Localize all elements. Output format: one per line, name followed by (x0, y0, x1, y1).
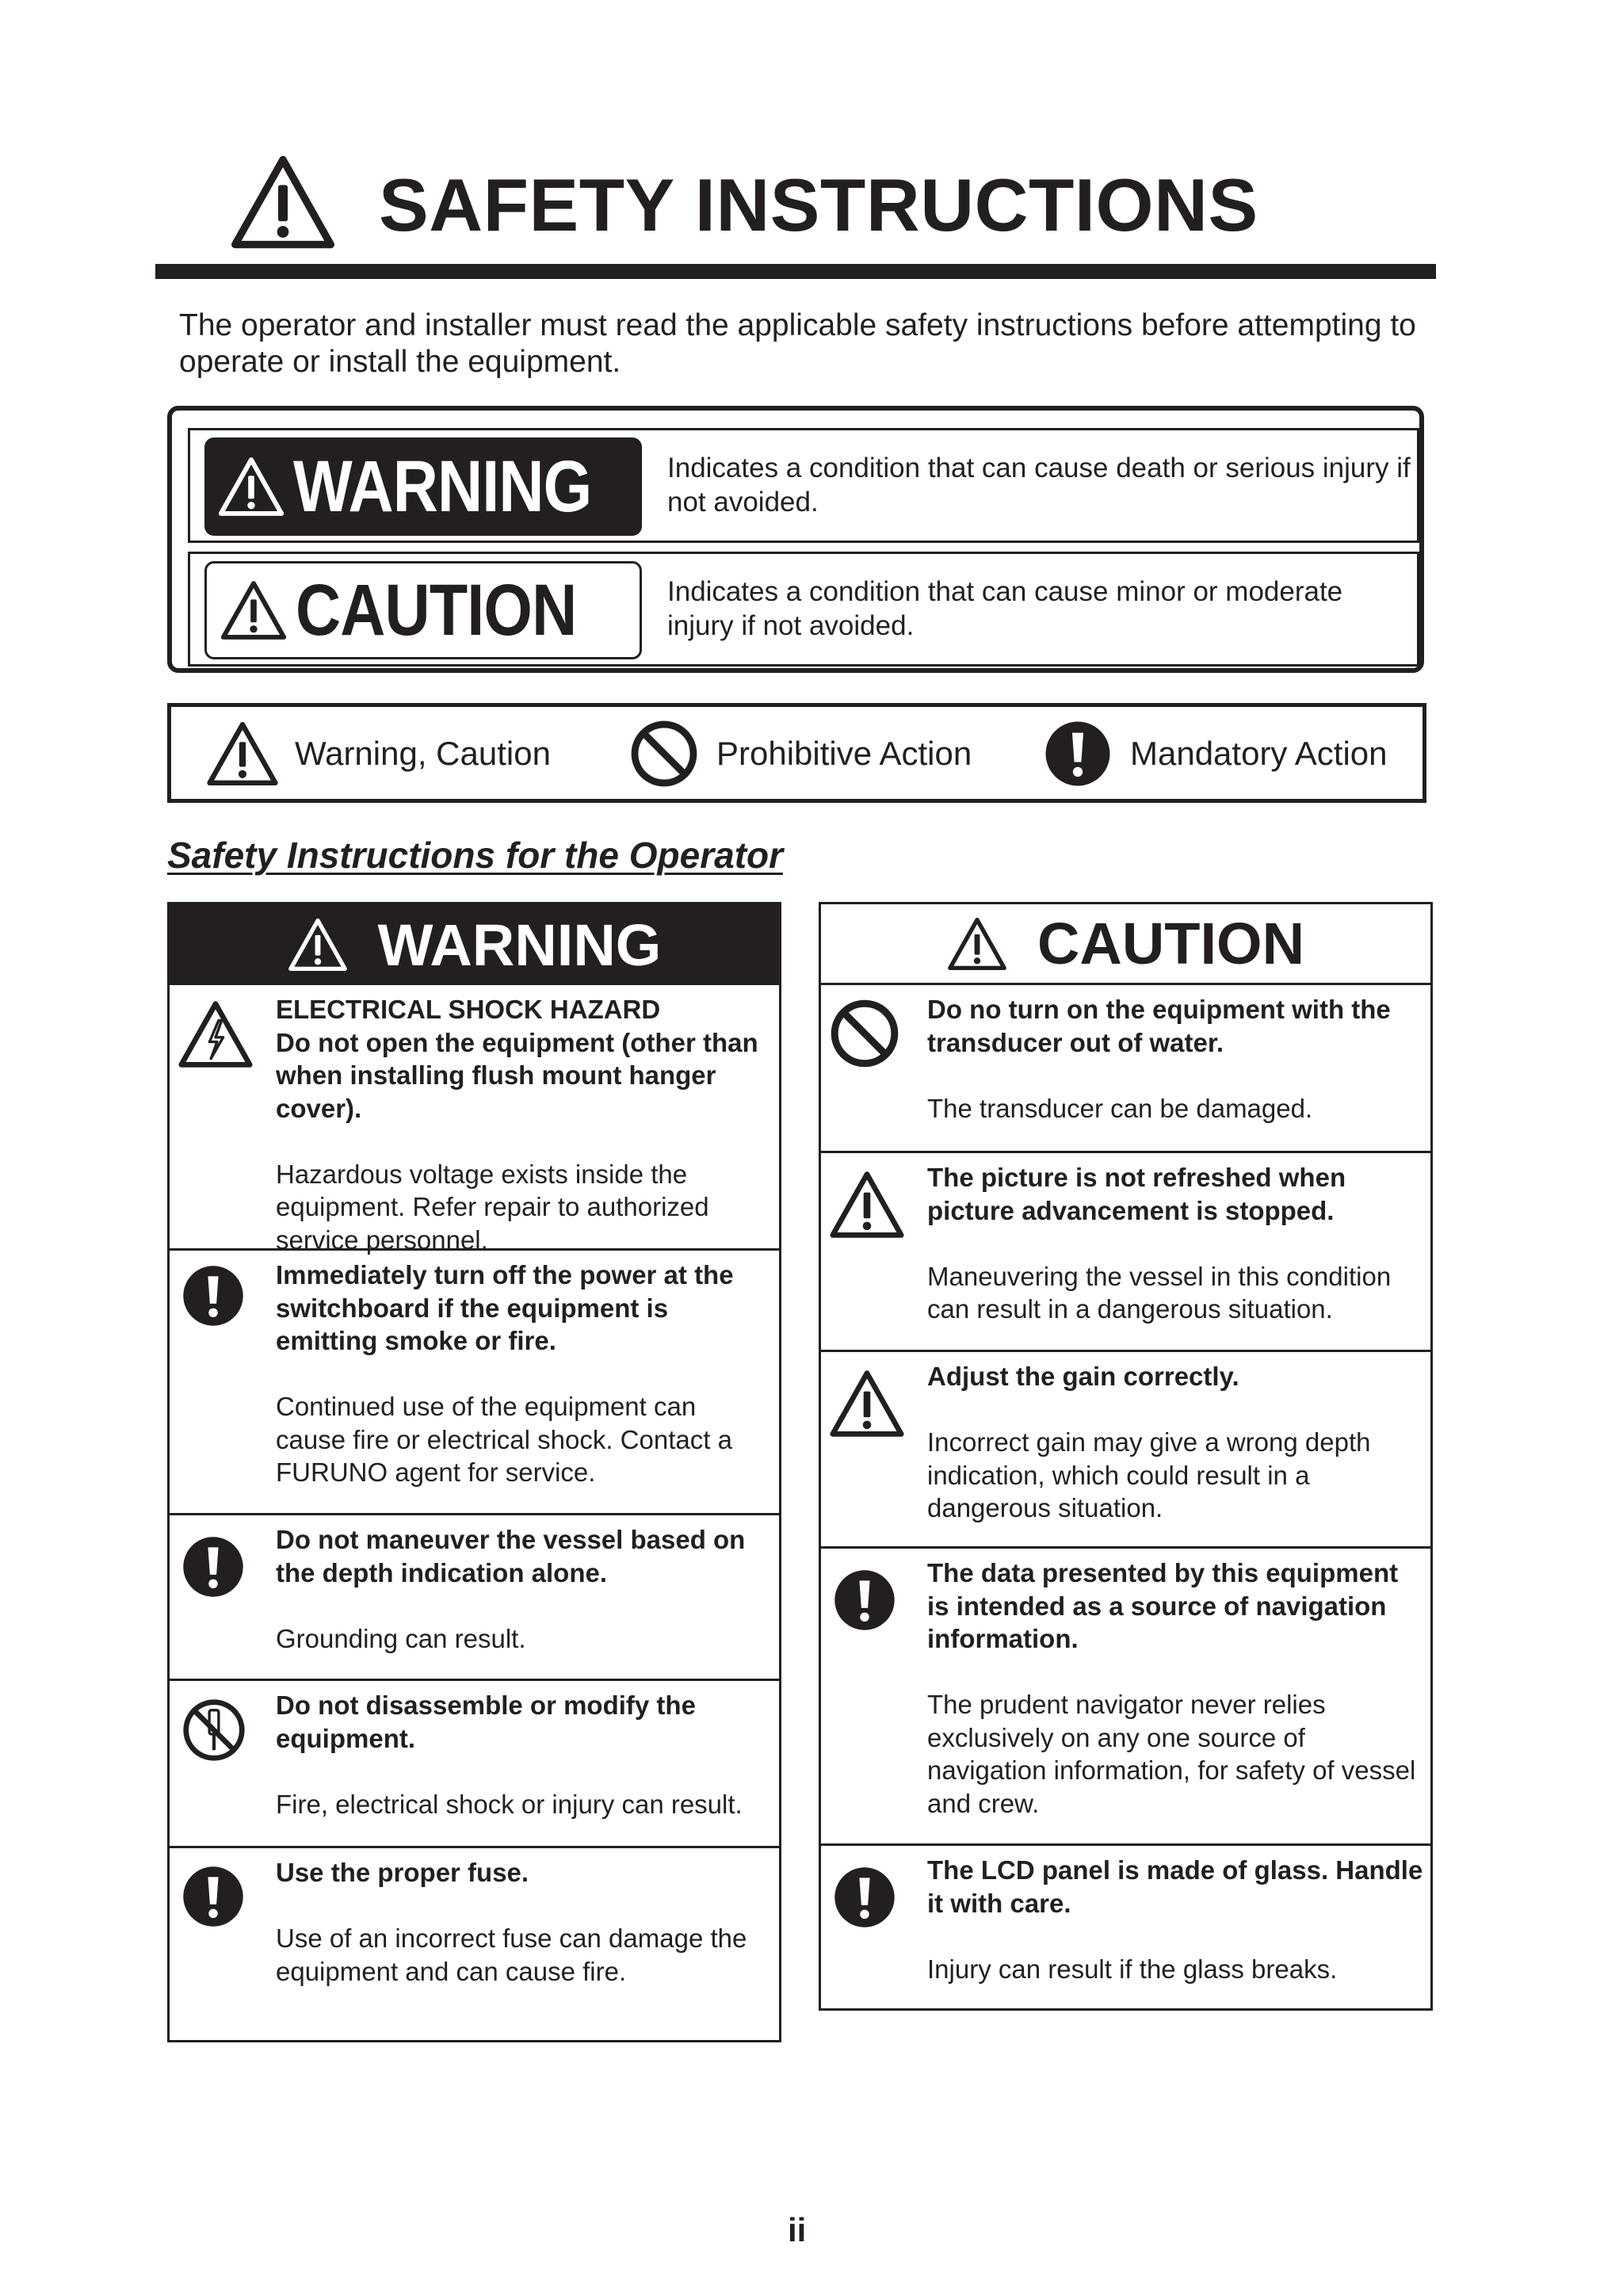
mandatory-action-icon (832, 1568, 897, 1633)
symbol-label: Prohibitive Action (716, 735, 972, 772)
mandatory-action-icon (832, 1865, 897, 1930)
warning-column (167, 902, 781, 2042)
item-heading: Adjust the gain correctly. (927, 1362, 1239, 1391)
caution-item-transducer (821, 985, 1430, 1151)
warning-item-smoke-fire (170, 1248, 779, 1513)
caution-badge-label: CAUTION (296, 569, 577, 651)
item-heading: Immediately turn off the power at the switchboard if the equipment is emitting smoke or fire. (276, 1260, 734, 1355)
item-body: Hazardous voltage exists inside the equipment. Refer repair to authorized service personnel. (276, 1159, 709, 1255)
item-body: Use of an incorrect fuse can damage the equipment and can cause fire. (276, 1924, 747, 1986)
warning-item-depth-indication (170, 1513, 779, 1679)
page-number: ii (788, 2211, 807, 2248)
warning-triangle-icon (217, 456, 285, 518)
warning-triangle-icon (829, 1368, 905, 1439)
warning-item-electrical-shock (170, 985, 779, 1255)
item-heading: The picture is not refreshed when picture advancement is stopped. (927, 1163, 1346, 1225)
symbol-mandatory-action (1041, 718, 1388, 789)
item-body: The prudent navigator never relies exclusively on any one source of navigation information, for safety of vessel and crew. (927, 1690, 1416, 1818)
warning-column-title: WARNING (377, 911, 662, 978)
caution-badge (204, 561, 642, 659)
symbol-prohibitive-action (628, 718, 972, 789)
item-heading: Do no turn on the equipment with the transducer out of water. (927, 995, 1391, 1057)
intro-text: The operator and installer must read the applicable safety instructions before attempting to operate or install the equipment. (179, 308, 1416, 379)
electric-shock-icon (178, 996, 254, 1072)
item-heading: The LCD panel is made of glass. Handle it with care. (927, 1855, 1423, 1918)
prohibition-icon (628, 719, 701, 789)
item-body: Maneuvering the vessel in this condition can result in a dangerous situation. (927, 1261, 1392, 1324)
warning-item-disassemble (170, 1679, 779, 1846)
symbol-label: Mandatory Action (1130, 735, 1388, 772)
caution-item-lcd-glass (821, 1843, 1430, 2008)
caution-column-header (821, 904, 1430, 985)
item-heading: The data presented by this equipment is intended as a source of navigation information. (927, 1558, 1399, 1653)
item-body: Continued use of the equipment can cause fire or electrical shock. Contact a FURUNO agent for service. (276, 1392, 732, 1487)
warning-badge-label: WARNING (293, 445, 592, 527)
mandatory-action-icon (181, 1534, 246, 1599)
item-heading: Do not maneuver the vessel based on the depth indication alone. (276, 1525, 746, 1587)
legend-caution-row (188, 552, 1419, 667)
item-heading: Do not disassemble or modify the equipment. (276, 1690, 696, 1753)
warning-triangle-icon (220, 579, 288, 641)
warning-triangle-icon (829, 1169, 905, 1240)
mandatory-action-icon (1041, 719, 1114, 789)
item-heading: ELECTRICAL SHOCK HAZARD Do not open the equipment (other than when installing flush mount hanger cover). (276, 995, 758, 1123)
caution-item-picture-refresh (821, 1151, 1430, 1350)
warning-description: Indicates a condition that can cause death or serious injury if not avoided. (667, 453, 1411, 518)
caution-item-navigation-data (821, 1546, 1430, 1843)
symbol-key (167, 703, 1426, 803)
warning-triangle-icon (206, 719, 279, 789)
symbol-warning-caution (206, 718, 551, 789)
symbol-label: Warning, Caution (295, 735, 551, 772)
item-body: Fire, electrical shock or injury can result. (276, 1789, 743, 1819)
item-body: Injury can result if the glass breaks. (927, 1954, 1338, 1984)
prohibition-icon (829, 998, 900, 1069)
caution-item-gain (821, 1350, 1430, 1546)
warning-column-header (170, 904, 779, 985)
warning-triangle-icon (230, 153, 336, 251)
caution-column-title: CAUTION (1037, 911, 1305, 976)
caution-column (819, 902, 1433, 2011)
item-body: The transducer can be damaged. (927, 1093, 1313, 1123)
warning-badge (204, 437, 642, 536)
page-title: SAFETY INSTRUCTIONS (379, 163, 1258, 246)
item-body: Incorrect gain may give a wrong depth indication, which could result in a dangerous situation. (927, 1427, 1371, 1522)
signal-word-legend (167, 406, 1424, 673)
item-body: Grounding can result. (276, 1623, 526, 1653)
warning-item-fuse (170, 1846, 779, 2040)
no-disassembly-icon (181, 1697, 247, 1763)
warning-triangle-icon (288, 917, 348, 972)
caution-description: Indicates a condition that can cause minor or moderate injury if not avoided. (667, 576, 1343, 641)
mandatory-action-icon (181, 1864, 246, 1929)
title-rule (155, 264, 1436, 279)
section-heading: Safety Instructions for the Operator (167, 835, 784, 876)
mandatory-action-icon (181, 1263, 246, 1328)
legend-warning-row (188, 428, 1419, 543)
warning-triangle-icon (947, 916, 1007, 972)
item-heading: Use the proper fuse. (276, 1858, 529, 1887)
